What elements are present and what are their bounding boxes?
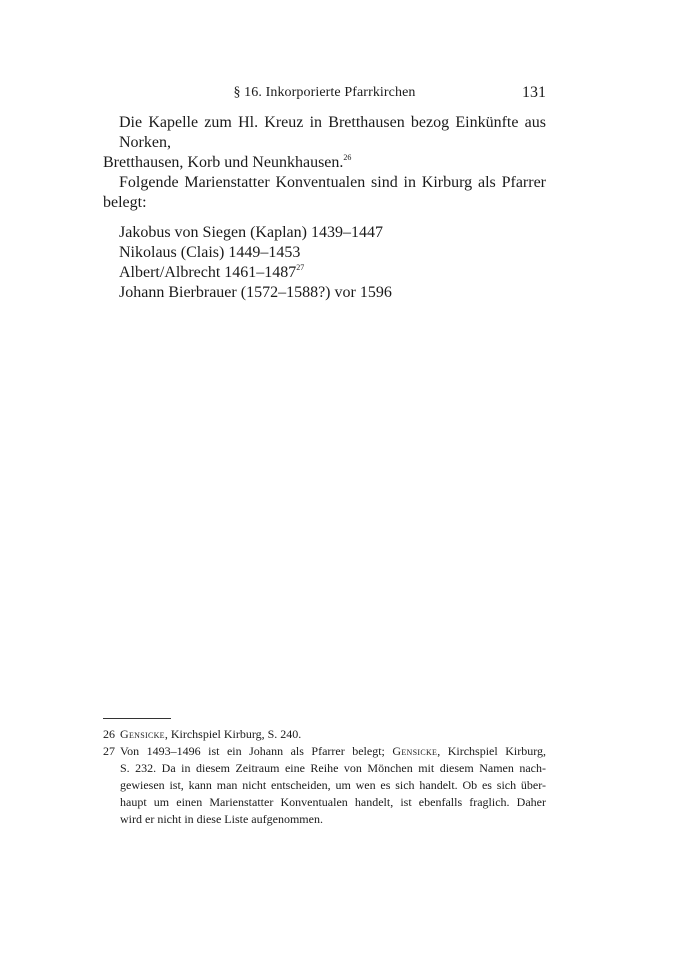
footnotes	[103, 726, 546, 828]
footnote-text	[120, 726, 546, 743]
pastor-list	[119, 223, 546, 303]
footnote-line	[120, 743, 546, 760]
paragraph-konventualen: Folgende Marienstatter Konventualen sind in Kirburg als Pfarrer belegt:	[103, 174, 546, 211]
page-number: 131	[522, 84, 546, 101]
running-title: § 16. Inkorporierte Pfarrkirchen	[233, 85, 416, 100]
list-item	[119, 223, 546, 243]
paragraph-kapelle	[103, 113, 546, 173]
footnote-line: gewiesen ist, kann man nicht entscheiden, um wen es sich handelt. Ob es sich über-	[120, 778, 546, 792]
list-item	[119, 283, 546, 303]
main-text	[103, 113, 546, 303]
list-item	[119, 243, 546, 263]
list-item-text: Nikolaus (Clais) 1449–1453	[119, 244, 301, 261]
footnote-line: haupt um einen Marienstatter Konventualen handelt, ist ebenfalls fraglich. Daher	[120, 795, 546, 809]
footnote-number: 26	[103, 727, 115, 741]
footnote-ref-26[interactable]: 26	[343, 153, 352, 162]
paragraph-line-text: Bretthausen, Korb und Neunkhausen.	[103, 154, 344, 171]
footnote-citation: , Kirchspiel Kirburg, S. 240.	[164, 727, 302, 741]
list-item-text: Johann Bierbrauer (1572–1588?) vor 1596	[119, 284, 392, 301]
footnote-text	[120, 743, 546, 828]
footnote-line-text: , Kirchspiel Kirburg,	[437, 744, 546, 758]
footnote-author: Gensicke	[392, 744, 438, 758]
footnote-divider	[103, 718, 171, 719]
paragraph-line	[103, 153, 546, 173]
list-item-text: Albert/Albrecht 1461–1487	[119, 264, 297, 281]
footnote-line-text: Von 1493–1496 ist ein Johann als Pfarrer belegt;	[120, 744, 393, 758]
footnote-number: 27	[103, 744, 115, 758]
footnote-27	[103, 743, 546, 828]
paragraph-line: Die Kapelle zum Hl. Kreuz in Bretthausen bezog Einkünfte aus Norken,	[119, 114, 546, 151]
footnote-ref-27[interactable]: 27	[296, 263, 305, 272]
list-item-text: Jakobus von Siegen (Kaplan) 1439–1447	[119, 224, 383, 241]
running-head	[103, 85, 546, 105]
list-item	[119, 263, 546, 283]
footnote-26	[103, 726, 546, 743]
footnote-line: wird er nicht in diese Liste aufgenommen.	[120, 812, 323, 826]
footnote-author: Gensicke	[120, 727, 165, 741]
footnote-line: S. 232. Da in diesem Zeitraum eine Reihe von Mönchen mit diesem Namen nach-	[120, 761, 546, 775]
